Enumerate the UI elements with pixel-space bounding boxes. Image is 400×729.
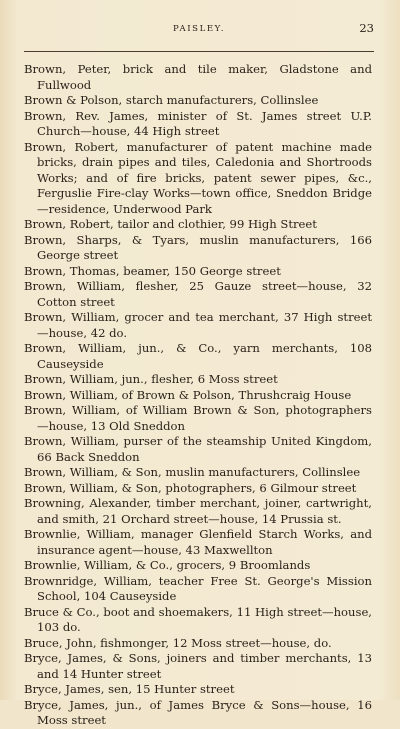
directory-entry: Bryce, James, sen, 15 Hunter street xyxy=(24,682,235,696)
directory-entry: Brown, William, of Brown & Polson, Thrushcraig House xyxy=(24,387,352,402)
directory-entry: Brown, Robert, manufacturer of patent machine made bricks, drain pipes and tiles, Caledonia and Shortroods Works; and of fire bricks, patent sewer pipes, &c., Ferguslie Fire-clay Works—town office, Sneddon Bridge—residence, Underwood Park xyxy=(24,139,372,216)
directory-entry: Brown, Rev. James, minister of St. James street U.P. Church—house, 44 High street xyxy=(24,108,372,138)
directory-entry: Brown, William, of William Brown & Son, photographers —house, 13 Old Sneddon xyxy=(24,403,372,433)
directory-entry: Brown, William, & Son, photographers, 6 Gilmour street xyxy=(24,480,357,495)
directory-entry: Brown, Sharps, & Tyars, muslin manufacturers, 166 George street xyxy=(24,232,372,262)
directory-entry: Brownridge, William, teacher Free St. George's Mission School, 104 Causeyside xyxy=(24,573,372,603)
directory-entry: Bryce, James, & Sons, joiners and timber merchants, 13 and 14 Hunter street xyxy=(24,651,372,681)
directory-entry: Brown, William, jun., & Co., yarn merchants, 108 Causeyside xyxy=(24,341,372,371)
directory-entries xyxy=(24,62,372,729)
directory-entry: Brownlie, William, & Co., grocers, 9 Broomlands xyxy=(24,558,311,572)
directory-entry: Bruce & Co., boot and shoemakers, 11 High street—house, 103 do. xyxy=(24,604,372,634)
directory-entry: Brown, William, jun., flesher, 6 Moss street xyxy=(24,372,278,386)
directory-entry: Brown, William, flesher, 25 Gauze street—house, 32 Cotton street xyxy=(24,279,372,309)
running-head: PAISLEY. xyxy=(172,24,226,34)
directory-entry: Brownlie, William, manager Glenfield Starch Works, and insurance agent—house, 43 Maxwellton xyxy=(24,527,372,557)
directory-entry: Browning, Alexander, timber merchant, joiner, cartwright, and smith, 21 Orchard street—house, 14 Prussia st. xyxy=(24,496,372,526)
directory-entry: Bruce, John, fishmonger, 12 Moss street—house, do. xyxy=(24,635,332,650)
directory-entry: Brown, Thomas, beamer, 150 George street xyxy=(24,263,281,278)
directory-entry: Brown, Peter, brick and tile maker, Gladstone and Fullwood xyxy=(24,62,372,92)
page-number: 23 xyxy=(359,21,374,35)
directory-entry: Bryce, James, jun., of James Bryce & Sons—house, 16 Moss street xyxy=(24,697,372,727)
page-header xyxy=(24,22,374,36)
directory-entry: Brown & Polson, starch manufacturers, Collinslee xyxy=(24,93,319,107)
directory-entry: Brown, William, purser of the steamship United Kingdom, 66 Back Sneddon xyxy=(24,434,372,464)
directory-entry: Brown, Robert, tailor and clothier, 99 High Street xyxy=(24,217,317,231)
directory-entry: Brown, William, & Son, muslin manufacturers, Collinslee xyxy=(24,465,361,479)
header-rule xyxy=(24,51,374,52)
directory-entry: Brown, William, grocer and tea merchant, 37 High street —house, 42 do. xyxy=(24,310,372,340)
